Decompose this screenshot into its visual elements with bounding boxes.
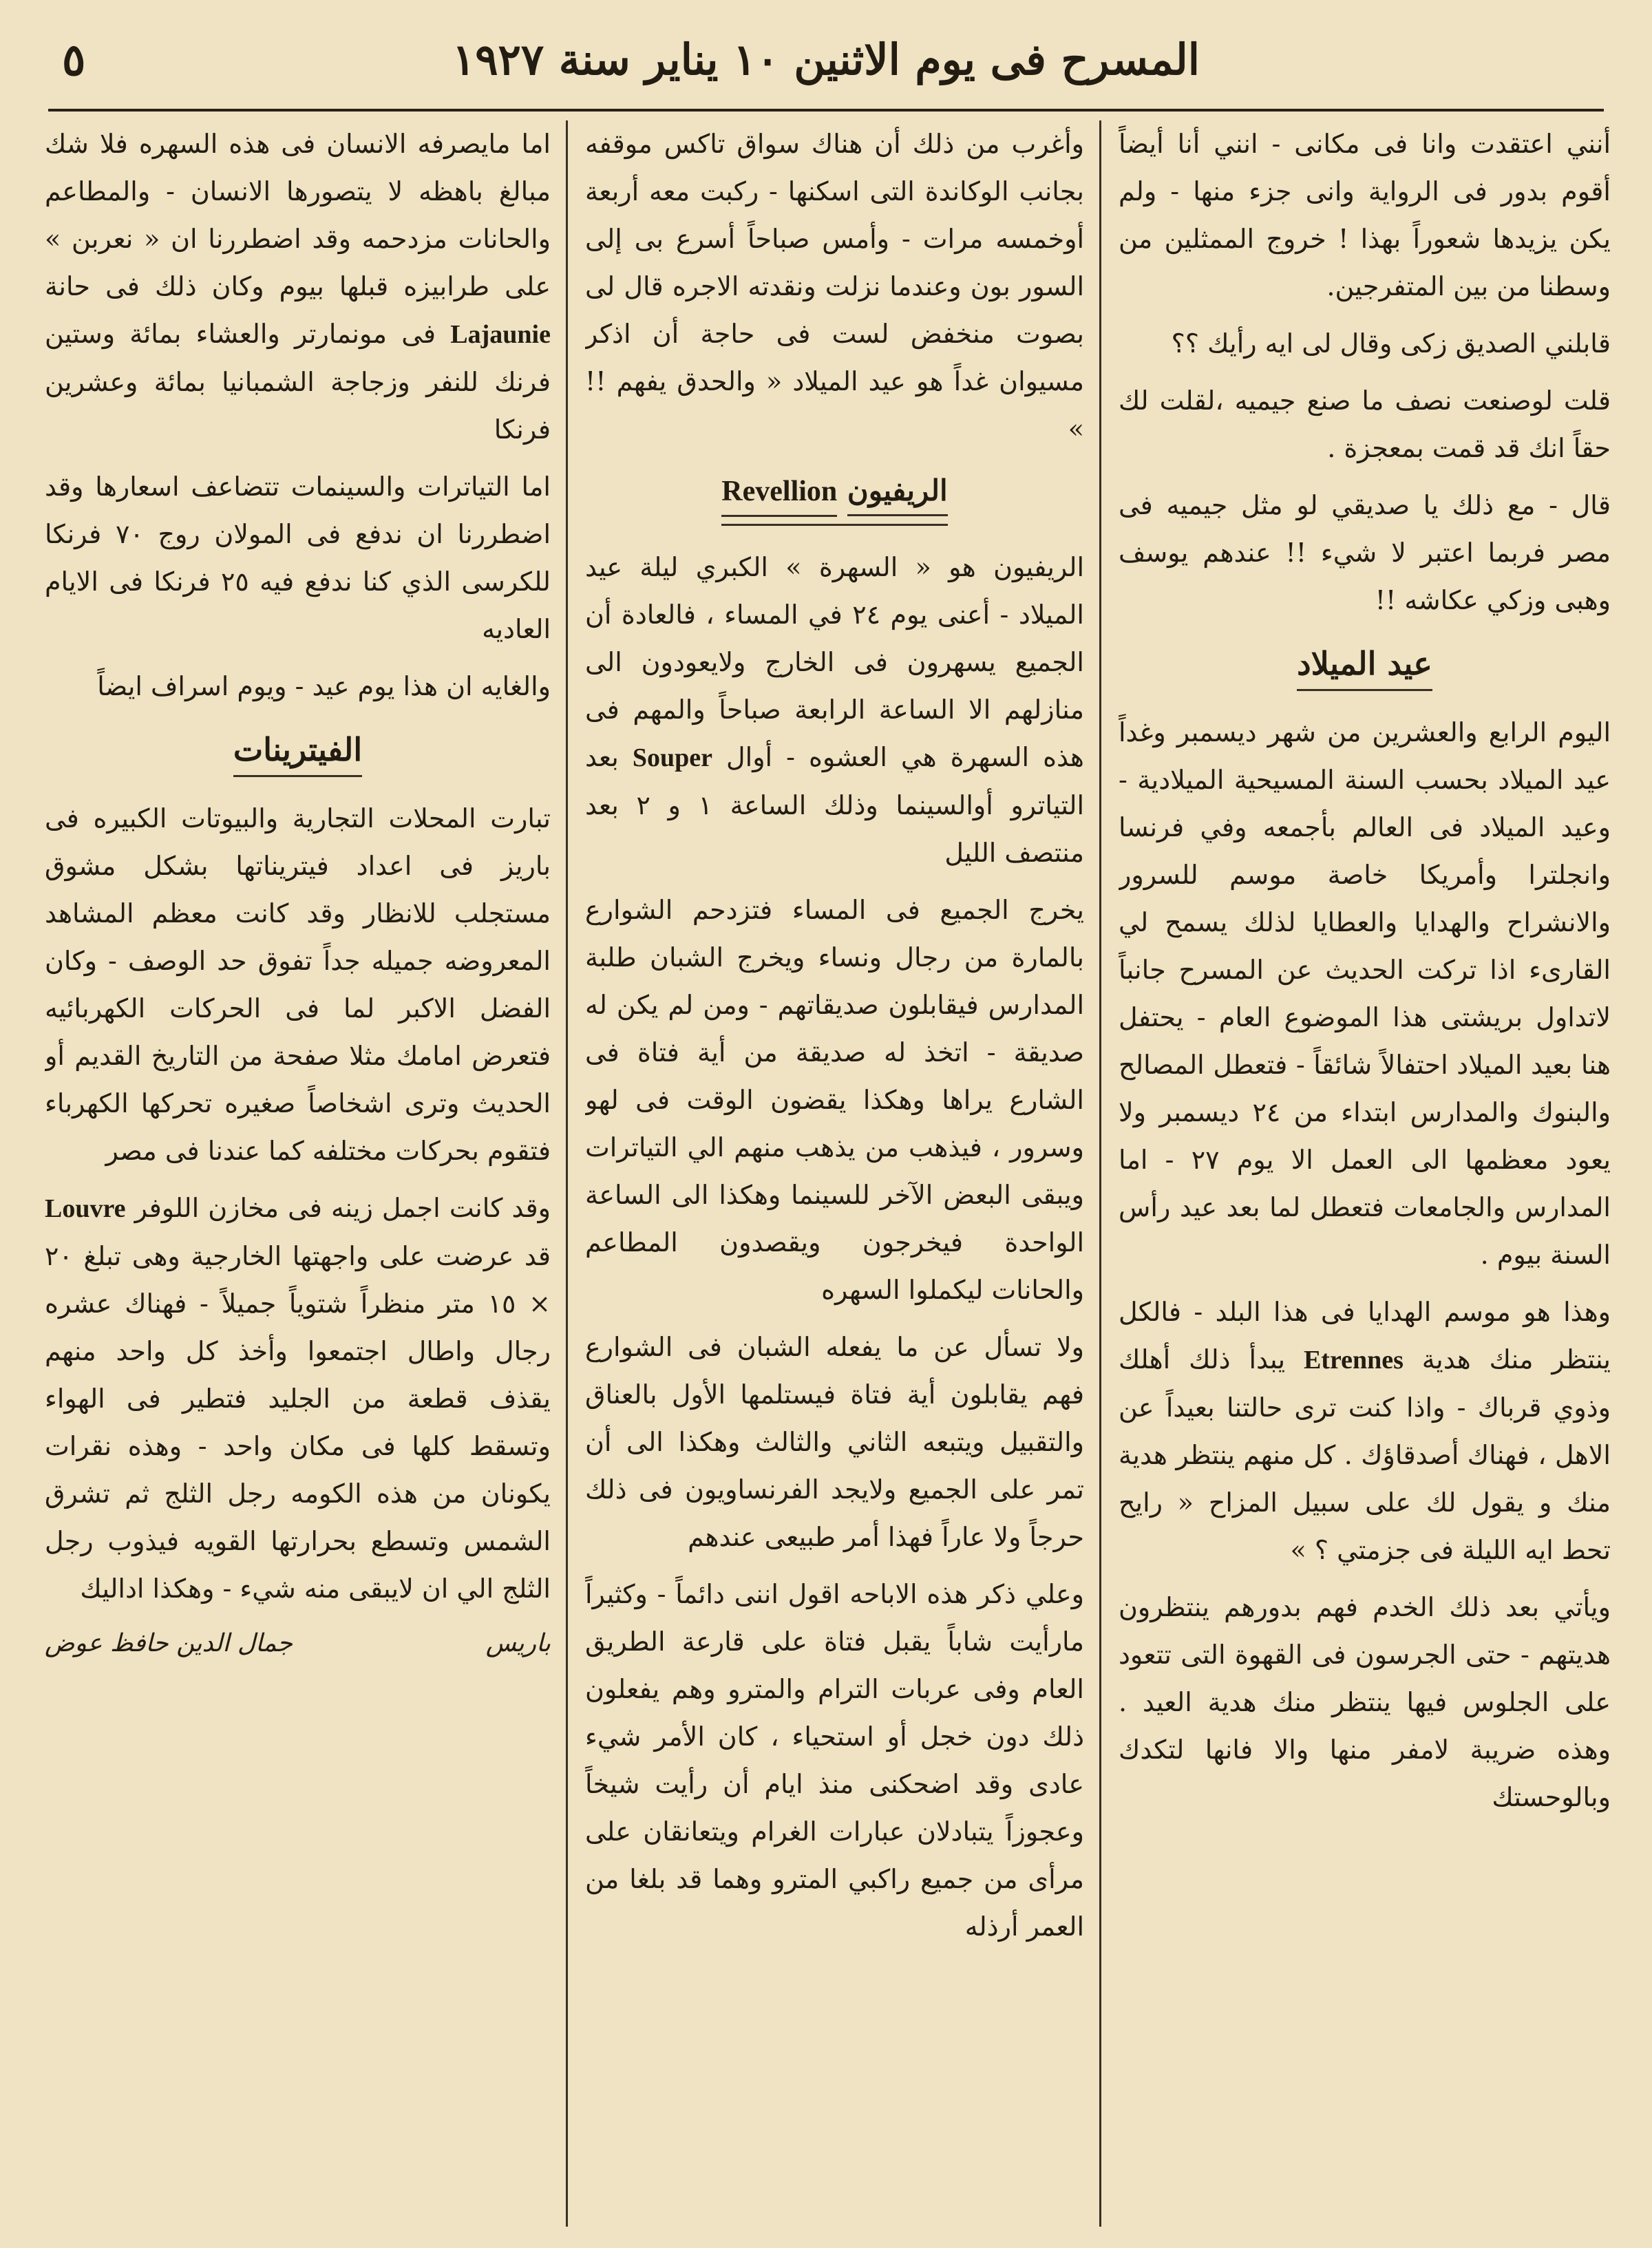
page-number: ٥ bbox=[62, 34, 86, 86]
text-run: وهذا هو موسم الهدايا فى هذا البلد - فالكل ينتظر منك هدية bbox=[1119, 1297, 1611, 1375]
latin-word: Louvre bbox=[45, 1194, 126, 1223]
section-heading-christmas bbox=[1119, 645, 1611, 691]
section-heading-reveillon bbox=[585, 474, 1084, 526]
byline-author: جمال الدين حافظ عوض bbox=[45, 1629, 293, 1657]
latin-word: Souper bbox=[632, 743, 713, 772]
heading-text bbox=[721, 474, 947, 526]
heading-latin: Revellion bbox=[721, 475, 837, 517]
masthead-title: المسرح فى يوم الاثنين ١٠ يناير سنة ١٩٢٧ bbox=[452, 34, 1200, 85]
paragraph: اما التياترات والسينمات تتضاعف اسعارها وقد اضطررنا ان ندفع فى المولان روج ٧٠ فرنكا للكرسى الذي كنا ندفع فيه ٢٥ فرنكا فى الايام العاديه bbox=[45, 471, 551, 644]
section-heading-vitrines bbox=[45, 731, 551, 777]
paragraph: والغايه ان هذا يوم عيد - ويوم اسراف ايضاً bbox=[97, 671, 551, 701]
paragraph bbox=[45, 120, 551, 454]
text-run: قد عرضت على واجهتها الخارجية وهى تبلغ ٢٠ × ١٥ متر منظراً شتوياً جميلاً - فهناك عشره رجال واطال اجتمعوا وأخذ كل واحد منهم يقذف قطعة من الجليد فتطير فى الهواء وتسقط كلها فى مكان واحد - وهذه نقرات يكونان من هذه الكومه رجل الثلج ثم تشرق الشمس وتسطع بحرارتها القويه فيذوب رجل الثلج الي ان لايبقى منه شيء - وهكذا اداليك bbox=[45, 1241, 551, 1604]
paragraph: ولا تسأل عن ما يفعله الشبان فى الشوارع فهم يقابلون أية فتاة فيستلمها الأول بالعناق والتقبيل ويتبعه الثاني والثالث وهكذا الى أن تمر على الجميع ولايجد الفرنساويون فى ذلك حرجاً ولا عاراً فهذا أمر طبيعى عندهم bbox=[585, 1332, 1084, 1552]
heading-text: الفيترينات bbox=[233, 731, 362, 777]
paragraph bbox=[585, 544, 1084, 877]
text-run: وقد كانت اجمل زينه فى مخازن اللوفر bbox=[134, 1193, 551, 1223]
heading-text: عيد الميلاد bbox=[1297, 645, 1432, 691]
paragraph: تبارت المحلات التجارية والبيوتات الكبيره فى باريز فى اعداد فيتريناتها بشكل مشوق مستجلب للانظار وقد كانت معظم المشاهد المعروضه جميله جداً تفوق حد الوصف - وكان الفضل الاكبر لما فى الحركات الكهربائيه فتعرض امامك مثلا صفحة من التاريخ القديم أو الحديث وترى اشخاصاً صغيره تحركها الكهرباء فتقوم بحركات مختلفه كما عندنا فى مصر bbox=[45, 803, 551, 1166]
paragraph: يخرج الجميع فى المساء فتزدحم الشوارع بالمارة من رجال ونساء ويخرج الشبان طلبة المدارس فيقابلون صديقاتهم - ومن لم يكن له صديقة - اتخذ له صديقة من أية فتاة فى الشارع يراها وهكذا يقضون الوقت فى لهو وسرور ، فيذهب من يذهب منهم الي التياترات ويبقى البعض الآخر للسينما وهكذا الى الساعة الواحدة فيخرجون ويقصدون المطاعم والحانات ليكملوا السهره bbox=[585, 895, 1084, 1305]
text-run: يبدأ ذلك أهلك وذوي قرباك - واذا كنت ترى حالتنا بعيداً عن الاهل ، فهناك أصدقاؤك . كل منهم ينتظر هدية منك و يقول لك على سبيل المزاح « رايح تحط ايه الليلة فى جزمتي ؟ » bbox=[1119, 1344, 1611, 1565]
paragraph: قال - مع ذلك يا صديقي لو مثل جيميه فى مصر فربما اعتبر لا شيء !! عندهم يوسف وهبى وزكي عكاشه !! bbox=[1119, 490, 1611, 615]
paragraph: وعلي ذكر هذه الاباحه اقول اننى دائماً - وكثيراً مارأيت شاباً يقبل فتاة على قارعة الطريق العام وفى عربات الترام والمترو وهم يفعلون ذلك دون خجل أو استحياء ، كان الأمر شيء عادى وقد اضحكنى منذ ايام أن رأيت شيخاً وعجوزاً يتبادلان عبارات الغرام ويتعانقان على مرأى من جميع راكبي المترو وهما قد بلغا من العمر أرذله bbox=[585, 1579, 1084, 1942]
paragraph: قابلني الصديق زكى وقال لى ايه رأيك ؟؟ bbox=[1171, 328, 1611, 359]
column-middle bbox=[585, 120, 1084, 2227]
text-run: بعد التياترو أوالسينما وذلك الساعة ١ و ٢ بعد منتصف الليل bbox=[585, 742, 1084, 868]
paragraph bbox=[1119, 1289, 1611, 1574]
paragraph: ويأتي بعد ذلك الخدم فهم بدورهم ينتظرون هديتهم - حتى الجرسون فى القهوة التى تتعود على الجلوس فيها ينتظر منك هدية العيد . وهذه ضريبة لامفر منها والا فانها لتكدك وبالوحستك bbox=[1119, 1592, 1611, 1812]
paragraph: اليوم الرابع والعشرين من شهر ديسمبر وغداً عيد الميلاد بحسب السنة المسيحية الميلادية - وعيد الميلاد فى العالم بأجمعه وفي فرنسا وانجلترا وأمريكا خاصة موسم للسرور والانشراح والهدايا والعطايا لذلك يسمح لي القارىء اذا تركت الحديث عن المسرح جانباً لاتداول بريشتى هذا الموضوع العام - يحتفل هنا بعيد الميلاد احتفالاً شائقاً - فتعطل المصالح والبنوك والمدارس ابتداء من ٢٤ ديسمبر ولا يعود معظمها الى العمل الا يوم ٢٧ - اما المدارس والجامعات فتعطل لما بعد عيد رأس السنة بيوم . bbox=[1119, 717, 1611, 1270]
masthead-rule bbox=[48, 109, 1604, 112]
text-run: اما مايصرفه الانسان فى هذه السهره فلا شك مبالغ باهظه لا يتصورها الانسان - والمطاعم والحانات مزدحمه وقد اضطررنا ان « نعربن » على طرابيزه قبلها بيوم وكان ذلك فى حانة bbox=[45, 129, 551, 301]
text-run: الريفيون هو « السهرة » الكبري ليلة عيد الميلاد - أعنى يوم ٢٤ في المساء ، فالعادة أن الجميع يسهرون فى الخارج ولايعودون الى منازلهم الا الساعة الرابعة صباحاً والمهم فى هذه السهرة هي العشوه - أوال bbox=[585, 552, 1084, 772]
paragraph: أنني اعتقدت وانا فى مكانى - انني أنا أيضاً أقوم بدور فى الرواية وانى جزء منها - ولم يكن يزيدها شعوراً بهذا ! خروج الممثلين من وسطنا من بين المتفرجين. bbox=[1119, 129, 1611, 301]
heading-arabic: الريفيون bbox=[847, 474, 948, 516]
paragraph: قلت لوصنعت نصف ما صنع جيميه ،لقلت لك حقاً انك قد قمت بمعجزة . bbox=[1119, 385, 1611, 463]
latin-word: Lajaunie bbox=[450, 320, 551, 349]
latin-word: Etrennes bbox=[1303, 1346, 1404, 1375]
column-left bbox=[45, 120, 551, 2227]
paragraph: وأغرب من ذلك أن هناك سواق تاكس موقفه بجانب الوكاندة التى اسكنها - ركبت معه أربعة أوخمسه مرات - وأمس صباحاً أسرع بى إلى السور بون وعندما نزلت ونقدته الاجره قال لى بصوت منخفض لست فى حاجة أن اذكر مسيوان غداً هو عيد الميلاد « والحدق يفهم !! » bbox=[585, 129, 1084, 444]
byline bbox=[45, 1629, 551, 1657]
column-right bbox=[1119, 120, 1611, 2227]
masthead bbox=[48, 28, 1604, 110]
text-run: فى مونمارتر والعشاء بمائة وستين فرنك للنفر وزجاجة الشمبانيا بمائة وعشرين فرنكا bbox=[45, 319, 551, 445]
column-divider bbox=[1099, 120, 1101, 2227]
byline-city: باريس bbox=[485, 1629, 551, 1657]
paragraph bbox=[45, 1185, 551, 1613]
column-divider bbox=[566, 120, 568, 2227]
